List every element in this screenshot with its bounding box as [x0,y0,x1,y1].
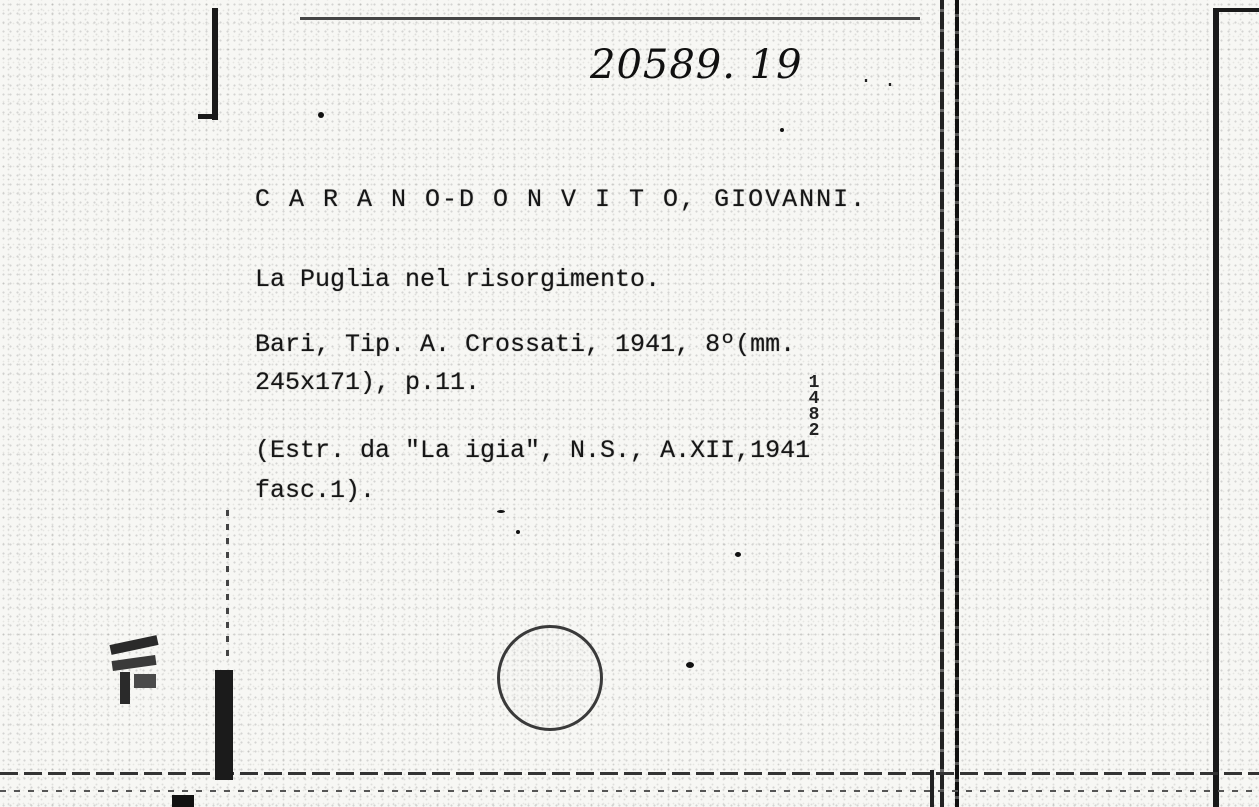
bottom-tick-mark [930,770,934,807]
ink-speck [780,128,784,132]
side-digit: 2 [808,421,820,441]
top-rule [300,17,920,20]
side-digit: 8 [808,405,820,425]
imprint-line-1: Bari, Tip. A. Crossati, 1941, 8º(mm. [255,330,796,359]
side-digit: 1 [808,373,820,393]
bottom-rule-lower [0,790,1259,792]
ink-speck [497,510,505,513]
side-digit: 4 [808,389,820,409]
next-card-edge [1213,8,1219,807]
bottom-ink-blot [172,795,194,807]
extract-note-line-2: fasc.1). [255,476,376,505]
card-right-edge-inner [955,0,959,807]
author-heading: C A R A N O-D O N V I T O, GIOVANNI. [255,185,868,214]
imprint-line-2: 245x171), p.11. [255,368,481,397]
vertical-side-number [804,375,824,439]
bottom-rule [0,772,1259,775]
left-margin-bar [215,670,233,780]
ink-speck [516,530,520,534]
corner-ink-mark [108,636,158,706]
next-card-top-edge [1213,8,1259,12]
circular-stamp [497,625,603,731]
ink-speck [318,112,324,118]
ink-speck [735,552,741,557]
shelfmark-handwritten: 20589. 19 [590,42,803,88]
card-right-edge [940,0,944,807]
shelfmark-dots: · . [860,70,897,93]
extract-note-line-1: (Estr. da "La igia", N.S., A.XII,1941 [255,436,811,465]
ink-speck [686,662,694,668]
left-bracket-vertical [212,8,218,120]
left-margin-dashes [226,510,229,660]
left-bracket-foot [198,114,218,119]
book-title: La Puglia nel risorgimento. [255,265,661,294]
